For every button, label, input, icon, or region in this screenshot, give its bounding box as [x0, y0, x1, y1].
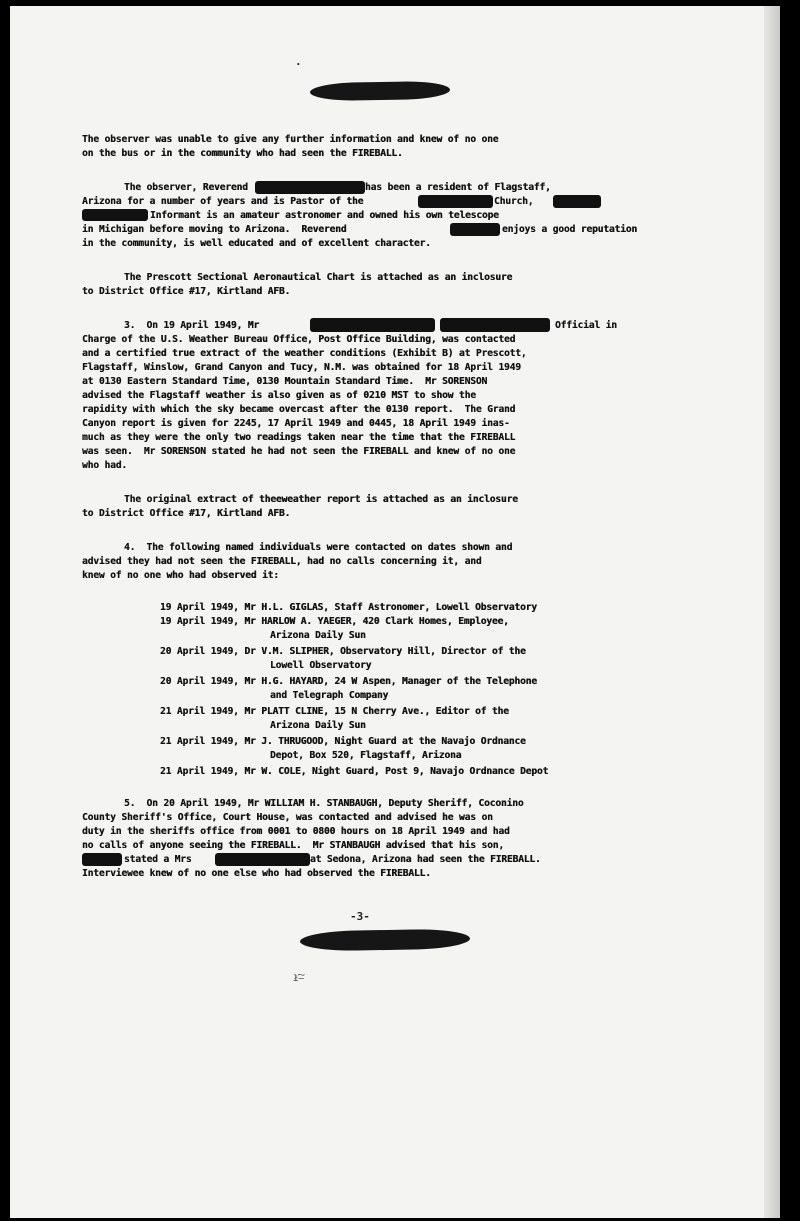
redaction-block [215, 853, 310, 866]
text-line: The observer was unable to give any further information and knew of no one [82, 134, 499, 145]
list-item: 20 April 1949, Mr H.G. HAYARD, 24 W Aspen, Manager of the Telephone [160, 676, 537, 687]
text-line: in Michigan before moving to Arizona. Reverend [82, 224, 347, 235]
text-line: duty in the sheriffs office from 0001 to 0800 hours on 18 April 1949 and had [82, 826, 510, 837]
text-line: The original extract of theeweather report is attached as an inclosure [124, 494, 518, 505]
list-item: 21 April 1949, Mr PLATT CLINE, 15 N Cherry Ave., Editor of the [160, 706, 509, 717]
redaction-block [440, 318, 550, 332]
text-line: stated a Mrs [124, 854, 192, 865]
top-mark: · [295, 58, 302, 71]
text-line: 5. On 20 April 1949, Mr WILLIAM H. STANBAUGH, Deputy Sheriff, Coconino [124, 798, 524, 809]
list-item-continuation: Arizona Daily Sun [270, 720, 366, 731]
document-page [10, 6, 780, 1218]
text-line: who had. [82, 460, 128, 471]
text-line: advised they had not seen the FIREBALL, had no calls concerning it, and [82, 556, 482, 567]
redaction-block [82, 209, 148, 221]
list-item: 19 April 1949, Mr H.L. GIGLAS, Staff Astronomer, Lowell Observatory [160, 602, 537, 613]
text-line: was seen. Mr SORENSON stated he had not seen the FIREBALL and knew of no one [82, 446, 516, 457]
list-item: 21 April 1949, Mr J. THRUGOOD, Night Guard at the Navajo Ordnance [160, 736, 526, 747]
redaction-block [450, 223, 500, 236]
text-line: Church, [494, 196, 534, 207]
list-item: 20 April 1949, Dr V.M. SLIPHER, Observatory Hill, Director of the [160, 646, 526, 657]
text-line: much as they were the only two readings taken near the time that the FIREBALL [82, 432, 516, 443]
page-edge-shadow [764, 6, 780, 1218]
text-line: 4. The following named individuals were contacted on dates shown and [124, 542, 513, 553]
redaction-block [82, 853, 122, 866]
text-line: enjoys a good reputation [502, 224, 638, 235]
list-item: 21 April 1949, Mr W. COLE, Night Guard, Post 9, Navajo Ordnance Depot [160, 766, 549, 777]
text-line: at Sedona, Arizona had seen the FIREBALL. [310, 854, 541, 865]
text-line: The observer, Reverend [124, 182, 248, 193]
redaction-block [553, 195, 601, 208]
page-number: -3- [350, 910, 370, 923]
list-item-continuation: Lowell Observatory [270, 660, 372, 671]
list-item: 19 April 1949, Mr HARLOW A. YAEGER, 420 Clark Homes, Employee, [160, 616, 509, 627]
list-item-continuation: Depot, Box 520, Flagstaff, Arizona [270, 750, 462, 761]
text-line: Charge of the U.S. Weather Bureau Office, Post Office Building, was contacted [82, 334, 516, 345]
text-line: Interviewee knew of no one else who had observed the FIREBALL. [82, 868, 431, 879]
text-line: Informant is an amateur astronomer and owned his own telescope [150, 210, 499, 221]
text-line: rapidity with which the sky became overcast after the 0130 report. The Grand [82, 404, 516, 415]
redaction-header-stamp [310, 81, 450, 101]
text-line: in the community, is well educated and of excellent character. [82, 238, 431, 249]
text-line: on the bus or in the community who had seen the FIREBALL. [82, 148, 403, 159]
text-line: County Sheriff's Office, Court House, was contacted and advised he was on [82, 812, 493, 823]
text-line: Official in [555, 320, 617, 331]
text-line: Flagstaff, Winslow, Grand Canyon and Tucy, N.M. was obtained for 18 April 1949 [82, 362, 521, 373]
redaction-block [255, 181, 365, 194]
redaction-block [418, 195, 493, 208]
text-line: knew of no one who had observed it: [82, 570, 279, 581]
text-line: Arizona for a number of years and is Pastor of the [82, 196, 364, 207]
text-line: has been a resident of Flagstaff, [365, 182, 551, 193]
list-item-continuation: Arizona Daily Sun [270, 630, 366, 641]
text-line: advised the Flagstaff weather is also given as of 0210 MST to show the [82, 390, 476, 401]
redaction-footer-stamp [300, 929, 470, 952]
text-line: to District Office #17, Kirtland AFB. [82, 286, 291, 297]
text-line: to District Office #17, Kirtland AFB. [82, 508, 291, 519]
text-line: The Prescott Sectional Aeronautical Chart is attached as an inclosure [124, 272, 513, 283]
text-line: at 0130 Eastern Standard Time, 0130 Mountain Standard Time. Mr SORENSON [82, 376, 488, 387]
list-item-continuation: and Telegraph Company [270, 690, 389, 701]
text-line: Canyon report is given for 2245, 17 April 1949 and 0445, 18 April 1949 inas- [82, 418, 510, 429]
text-line: and a certified true extract of the weather conditions (Exhibit B) at Prescott, [82, 348, 527, 359]
handwritten-mark: ł͠— [293, 974, 304, 984]
redaction-block [310, 318, 435, 332]
text-line: no calls of anyone seeing the FIREBALL. Mr STANBAUGH advised that his son, [82, 840, 504, 851]
text-line: 3. On 19 April 1949, Mr [124, 320, 260, 331]
